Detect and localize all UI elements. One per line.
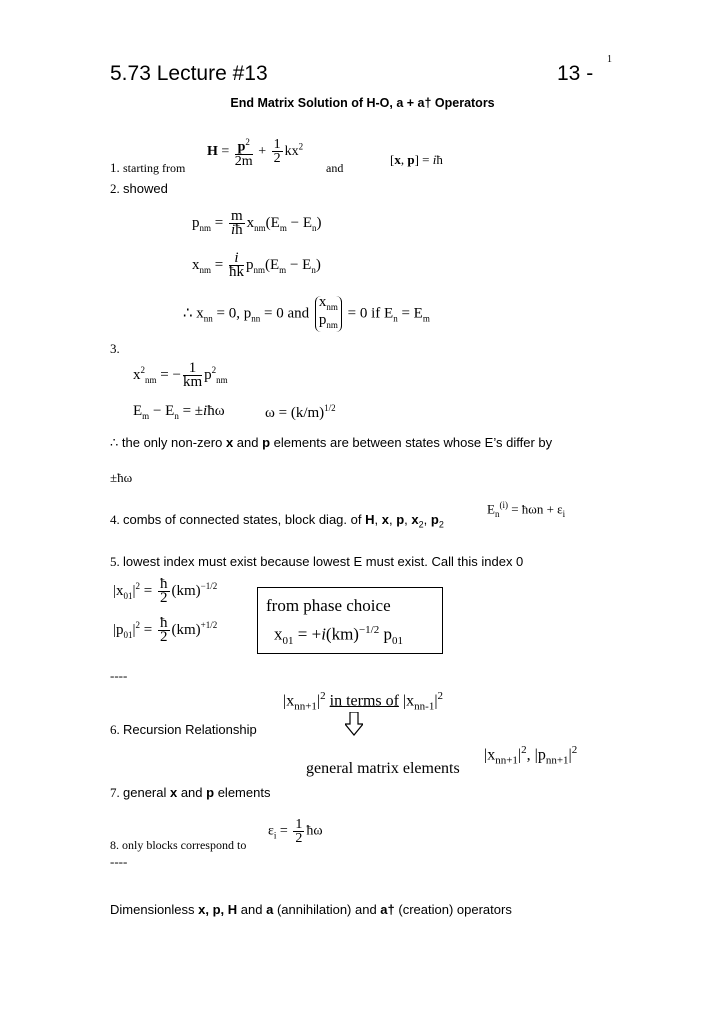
page-title: 5.73 Lecture #13: [110, 62, 268, 85]
item-3: 3.: [110, 341, 120, 356]
equation-omega: $\omega = (k/m)^{1/2}$: [265, 403, 336, 421]
equation-x01: $|x_{01}|^2$ = $\frac{ħ}{2}$ (km)$^{-1/2}$: [113, 576, 218, 606]
therefore-statement: ∴ the only non-zero x and p elements are between states whose E’s differ by: [110, 435, 553, 450]
item-6: 6. Recursion Relationship: [110, 722, 257, 737]
equation-commutator: [x, p] = iħ: [390, 152, 443, 167]
equation-energy-levels: $E_n^{(i)}$ = ħωn + $\varepsilon_i$: [487, 500, 566, 519]
dashes-2: ----: [110, 854, 128, 869]
recursion-expression: $|x_{nn+1}|^2$ in terms of $|x_{nn-1}|^2$: [283, 690, 444, 713]
dashes-1: ----: [110, 668, 128, 683]
and-word: and: [326, 161, 344, 175]
equation-xnm: $x_{nm}$ = $\frac{i}{ħk}$ $p_{nm}(E_m - E_n)$: [192, 250, 321, 280]
phase-choice-box: [257, 587, 443, 654]
equation-energy-difference: $E_m - E_n$ = ±iħω: [133, 403, 225, 421]
phase-choice-equation: $x_{01} = +i(km)^{-1/2}$ $p_{01}$: [274, 624, 403, 648]
page-number: 1: [607, 54, 612, 65]
equation-x-squared: $x^2_{nm}$ = − $\frac{1}{km}$ $p^2_{nm}$: [133, 360, 228, 390]
down-arrow-icon: [345, 712, 363, 736]
equation-hamiltonian: H = $\frac{p^2}{2m}$ + $\frac{1}{2}$ $kx^2$: [207, 137, 304, 169]
item-1: 1. starting from: [110, 160, 186, 175]
lecture-number: 13 -: [557, 62, 594, 85]
general-matrix-expression: $|x_{nn+1}|^2$, $|p_{nn+1}|^2$: [484, 744, 578, 767]
item-7: 7. general x and p elements: [110, 785, 271, 800]
equation-therefore: ∴ $x_{nn} = 0$, $p_{nn} = 0$ and $x_{nm}$ $p_{nm}$ = 0 if $E_n = E_m$: [183, 294, 430, 330]
phase-choice-label: from phase choice: [266, 596, 391, 615]
item-2: 2. showed: [110, 181, 168, 196]
hbar-omega: ±ħω: [110, 470, 133, 485]
general-matrix-elements: general matrix elements: [306, 760, 460, 777]
page-subtitle: End Matrix Solution of H-O, a + a† Operators: [230, 96, 495, 110]
equation-epsilon: $\varepsilon_i$ = $\frac{1}{2}$ ħω: [268, 817, 323, 846]
item-4: 4. combs of connected states, block diag. of H, x, p, $x_2$, $p_2$: [110, 512, 444, 530]
dimensionless-heading: Dimensionless x, p, H and a (annihilation) and a† (creation) operators: [110, 902, 512, 917]
item-8: 8. only blocks correspond to: [110, 838, 247, 852]
equation-pnm: $p_{nm}$ = $\frac{m}{iħ}$ $x_{nm}(E_m - E_n)$: [192, 208, 322, 238]
item-5: 5. lowest index must exist because lowest E must exist. Call this index 0: [110, 554, 524, 569]
equation-p01: $|p_{01}|^2$ = $\frac{ħ}{2}$ (km)$^{+1/2}$: [113, 615, 218, 645]
